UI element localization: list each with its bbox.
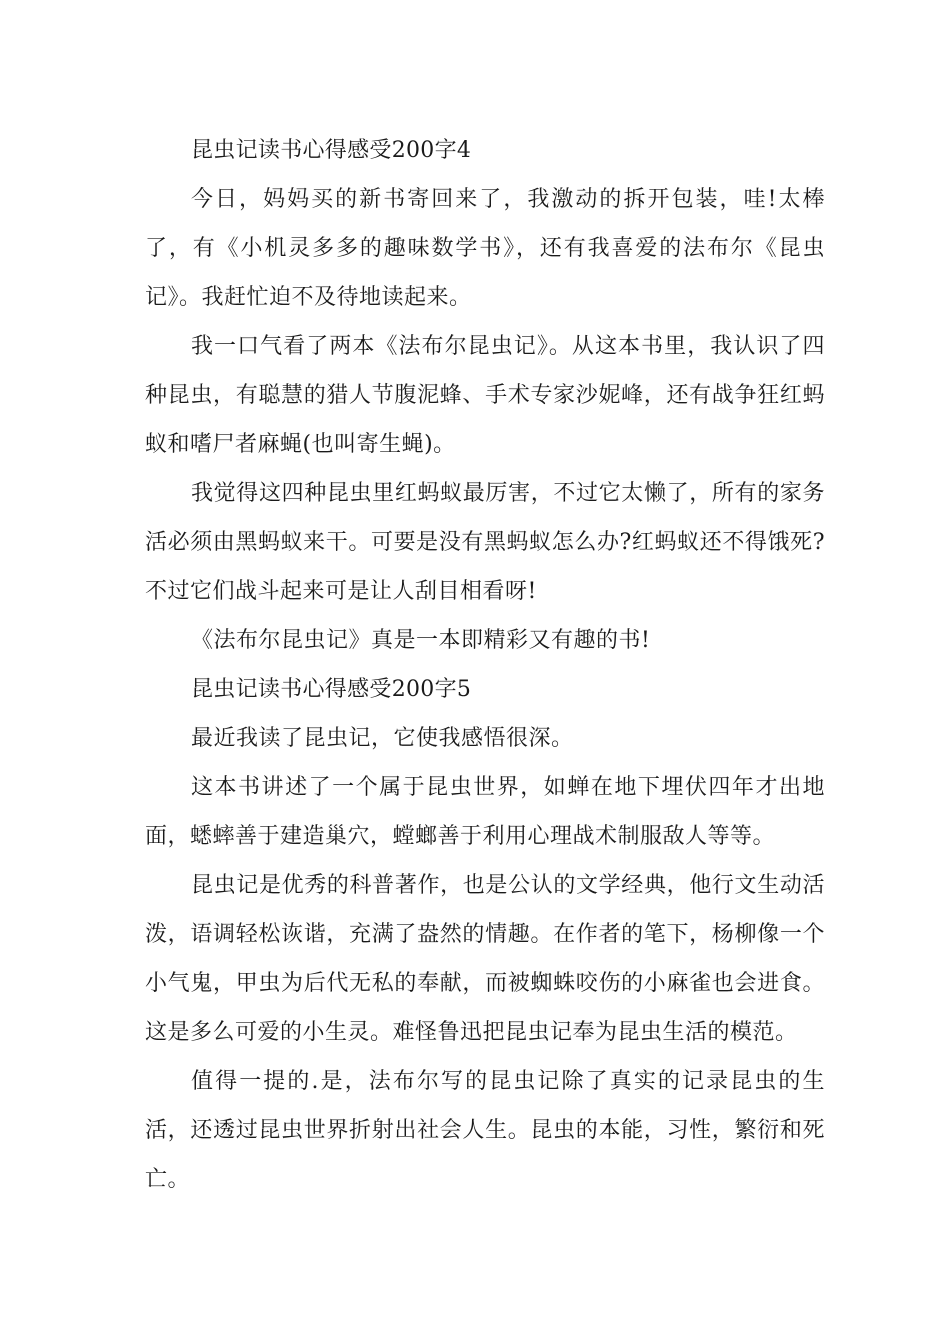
section-heading-4: 昆虫记读书心得感受200字4 xyxy=(191,138,472,163)
paragraph: 今日，妈妈买的新书寄回来了，我激动的拆开包装，哇!太棒了，有《小机灵多多的趣味数学书》，还有我喜爱的法布尔《昆虫记》。我赶忙迫不及待地读起来。 xyxy=(145,187,825,310)
paragraph: 我一口气看了两本《法布尔昆虫记》。从这本书里，我认识了四种昆虫，有聪慧的猎人节腹泥蜂、手术专家沙妮峰，还有战争狂红蚂蚁和嗜尸者麻蝇(也叫寄生蝇)。 xyxy=(145,334,825,457)
section-heading-5: 昆虫记读书心得感受200字5 xyxy=(191,677,472,702)
paragraph: 昆虫记是优秀的科普著作，也是公认的文学经典，他行文生动活泼，语调轻松诙谐，充满了盎然的情趣。在作者的笔下，杨柳像一个小气鬼，甲虫为后代无私的奉献，而被蜘蛛咬伤的小麻雀也会进食。这是多么可爱的小生灵。难怪鲁迅把昆虫记奉为昆虫生活的模范。 xyxy=(145,873,825,1045)
paragraph: 最近我读了昆虫记，它使我感悟很深。 xyxy=(191,726,574,751)
paragraph: 值得一提的.是，法布尔写的昆虫记除了真实的记录昆虫的生活，还透过昆虫世界折射出社会人生。昆虫的本能，习性，繁衍和死亡。 xyxy=(145,1069,825,1192)
paragraph: 我觉得这四种昆虫里红蚂蚁最厉害，不过它太懒了，所有的家务活必须由黑蚂蚁来干。可要是没有黑蚂蚁怎么办?红蚂蚁还不得饿死?不过它们战斗起来可是让人刮目相看呀! xyxy=(145,481,825,604)
document-body xyxy=(145,126,825,1204)
paragraph: 这本书讲述了一个属于昆虫世界，如蝉在地下埋伏四年才出地面，蟋蟀善于建造巢穴，螳螂善于利用心理战术制服敌人等等。 xyxy=(145,775,825,849)
paragraph: 《法布尔昆虫记》真是一本即精彩又有趣的书! xyxy=(191,628,651,653)
